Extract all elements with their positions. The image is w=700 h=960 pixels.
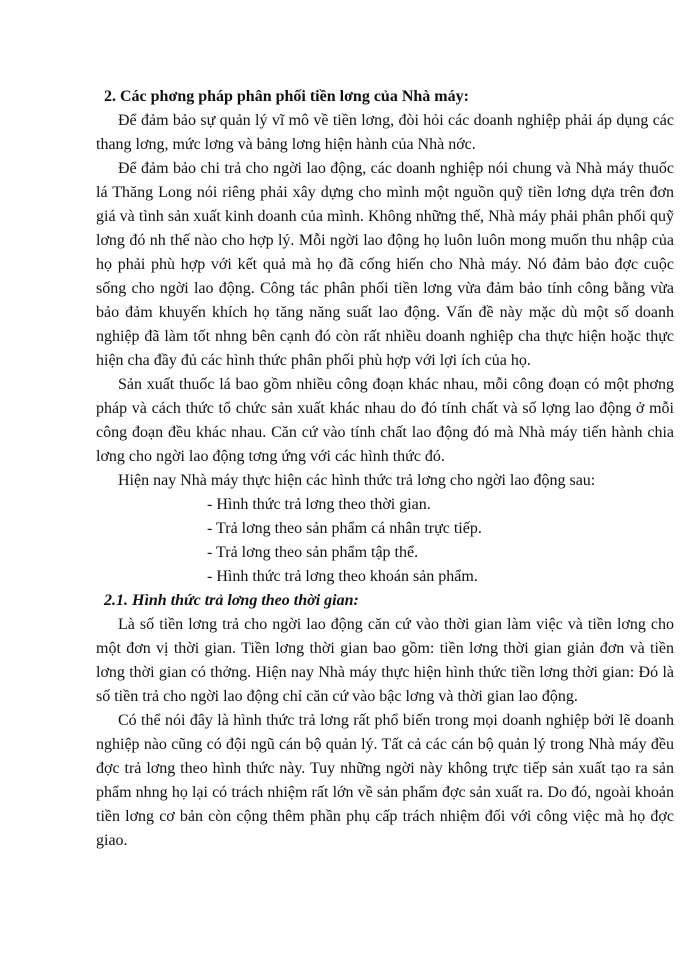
subsection-heading: 2.1. Hình thức trả lơng theo thời gian: bbox=[104, 592, 359, 609]
paragraph: Để đảm bảo sự quản lý vĩ mô về tiền lơng, đòi hỏi các doanh nghiệp phải áp dụng các thang lơng, mức lơng và bảng lơng hiện hành của Nhà nớc. bbox=[96, 112, 674, 153]
document-page bbox=[96, 85, 674, 853]
bullet-item: - Trả lơng theo sản phẩm tập thể. bbox=[207, 544, 419, 561]
paragraph: Sản xuất thuốc lá bao gồm nhiều công đoạn khác nhau, mỗi công đoạn có một phơng pháp và cách thức tổ chức sản xuất khác nhau do đó tính chất và số lợng lao động ở mỗi công đoạn đều khác nhau. Căn cứ vào tính chất lao động đó mà Nhà máy tiến hành chia lơng cho ngời lao động tơng ứng với các hình thức đó. bbox=[96, 376, 674, 465]
paragraph: Hiện nay Nhà máy thực hiện các hình thức trả lơng cho ngời lao động sau: bbox=[118, 472, 596, 489]
paragraph: Là số tiền lơng trả cho ngời lao động căn cứ vào thời gian làm việc và tiền lơng cho một đơn vị thời gian. Tiền lơng thời gian bao gồm: tiền lơng thời gian giản đơn và tiền lơng thời gian có thởng. Hiện nay Nhà máy thực hiện hình thức tiền lơng thời gian: Đó là số tiền trả cho ngời lao động chỉ căn cứ vào bậc lơng và thời gian lao động. bbox=[96, 616, 674, 705]
section-heading: 2. Các phơng pháp phân phối tiền lơng của Nhà máy: bbox=[104, 88, 469, 105]
paragraph: Để đảm bảo chi trả cho ngời lao động, các doanh nghiệp nói chung và Nhà máy thuốc lá Thăng Long nói riêng phải xây dựng cho mình một nguồn quỹ tiền lơng dựa trên đơn giá và tình sản xuất kinh doanh của mình. Không những thế, Nhà máy phải phân phối quỹ lơng đó nh thế nào cho hợp lý. Mỗi ngời lao động họ luôn luôn mong muốn thu nhập của họ phải phù hợp với kết quả mà họ đã cống hiến cho Nhà máy. Nó đảm bảo đợc cuộc sống cho ngời lao động. Công tác phân phối tiền lơng vừa đảm bảo tính công bằng vừa bảo đảm khuyến khích họ tăng năng suất lao động. Vấn đề này mặc dù một số doanh nghiệp đã làm tốt nhng bên cạnh đó còn rất nhiều doanh nghiệp cha thực hiện hoặc thực hiện cha đầy đủ các hình thức phân phối phù hợp với lợi ích của họ. bbox=[96, 160, 674, 369]
bullet-item: - Trả lơng theo sản phẩm cá nhân trực tiếp. bbox=[207, 520, 482, 537]
bullet-item: - Hình thức trả lơng theo khoán sản phẩm. bbox=[207, 568, 478, 585]
bullet-item: - Hình thức trả lơng theo thời gian. bbox=[207, 496, 431, 513]
paragraph: Có thể nói đây là hình thức trả lơng rất phổ biến trong mọi doanh nghiệp bởi lẽ doanh nghiệp nào cũng có đội ngũ cán bộ quản lý. Tất cả các cán bộ quản lý trong Nhà máy đều đợc trả lơng theo hình thức này. Tuy những ngời này không trực tiếp sản xuất tạo ra sản phẩm nhng họ lại có trách nhiệm rất lớn về sản phẩm đợc sản xuất ra. Do đó, ngoài khoản tiền lơng cơ bản còn cộng thêm phần phụ cấp trách nhiệm đối với công việc mà họ đợc giao. bbox=[96, 712, 674, 849]
bullet-list bbox=[96, 493, 674, 589]
